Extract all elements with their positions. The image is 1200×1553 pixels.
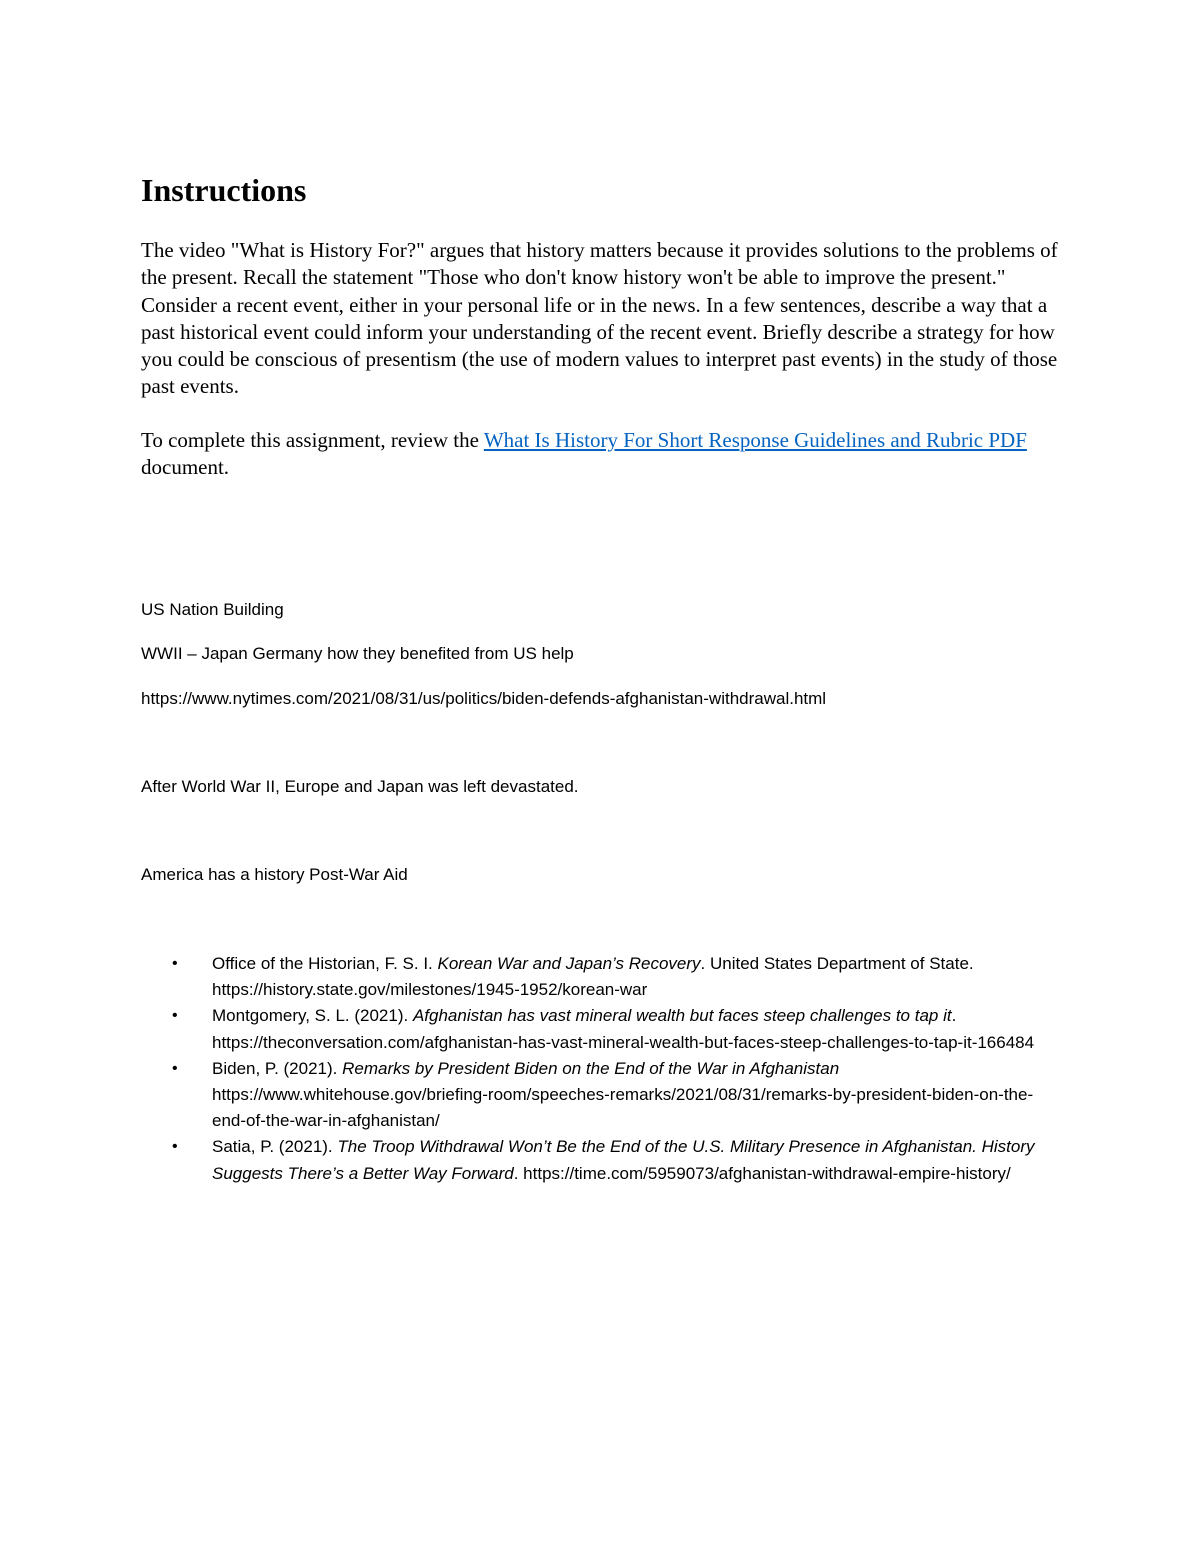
instructions-paragraph: The video "What is History For?" argues that history matters because it provides solutions to the problems of the present. Recall the statement "Those who don't know history won't be able to improve the present." Consider a recent event, either in your personal life or in the news. In a few sentences, describe a way that a past historical event could inform your understanding of the recent event. Briefly describe a strategy for how you could be conscious of presentism (the use of modern values to interpret past events) in the study of those past events. — [141, 238, 1058, 399]
reference-list — [172, 951, 1062, 1187]
note-wwii: WWII – Japan Germany how they benefited from US help — [141, 644, 574, 663]
reference-source: . United States Department of State. https://history.state.gov/milestones/1945-1952/korean-war — [212, 954, 974, 1000]
bullet-icon: • — [172, 1059, 178, 1077]
assignment-text-prefix: To complete this assignment, review the — [141, 428, 484, 452]
reference-source: . https://theconversation.com/afghanistan-has-vast-mineral-wealth-but-faces-steep-challenges-to-tap-it-166484 — [212, 1006, 1035, 1052]
reference-item-historian — [172, 951, 1062, 1003]
note-nation-building: US Nation Building — [141, 600, 284, 619]
bullet-icon: • — [172, 1138, 178, 1156]
page-title: Instructions — [141, 172, 307, 208]
reference-item-satia — [172, 1134, 1062, 1186]
reference-item-biden — [172, 1056, 1062, 1135]
guidelines-rubric-link[interactable]: What Is History For Short Response Guidelines and Rubric PDF — [483, 428, 1027, 452]
assignment-text-suffix: document. — [141, 455, 230, 480]
note-europe-japan: After World War II, Europe and Japan was left devastated. — [141, 777, 579, 796]
reference-title: Afghanistan has vast mineral wealth but faces steep challenges to tap it — [412, 1006, 952, 1026]
reference-title: The Troop Withdrawal Won’t Be the End of the U.S. Military Presence in Afghanistan. History Suggests There’s a Better Way Forward — [212, 1137, 1035, 1183]
note-post-war-aid: America has a history Post-War Aid — [141, 865, 408, 884]
reference-title: Korean War and Japan’s Recovery — [437, 954, 701, 973]
bullet-icon: • — [172, 955, 178, 972]
reference-author: Office of the Historian, F. S. I. — [212, 954, 438, 973]
reference-source: . https://time.com/5959073/afghanistan-withdrawal-empire-history/ — [513, 1163, 1011, 1183]
reference-source: https://www.whitehouse.gov/briefing-room/speeches-remarks/2021/08/31/remarks-by-president-biden-on-the-end-of-the-war-in-afghanistan/ — [212, 1085, 1034, 1131]
reference-item-montgomery — [172, 1003, 1062, 1055]
reference-author: Satia, P. (2021). — [212, 1137, 338, 1157]
note-nytimes-url: https://www.nytimes.com/2021/08/31/us/politics/biden-defends-afghanistan-withdrawal.html — [141, 689, 827, 708]
reference-author: Montgomery, S. L. (2021). — [212, 1006, 413, 1026]
reference-title: Remarks by President Biden on the End of the War in Afghanistan — [342, 1058, 840, 1078]
reference-author: Biden, P. (2021). — [212, 1058, 343, 1078]
bullet-icon: • — [172, 1007, 178, 1025]
assignment-paragraph — [141, 427, 1061, 482]
